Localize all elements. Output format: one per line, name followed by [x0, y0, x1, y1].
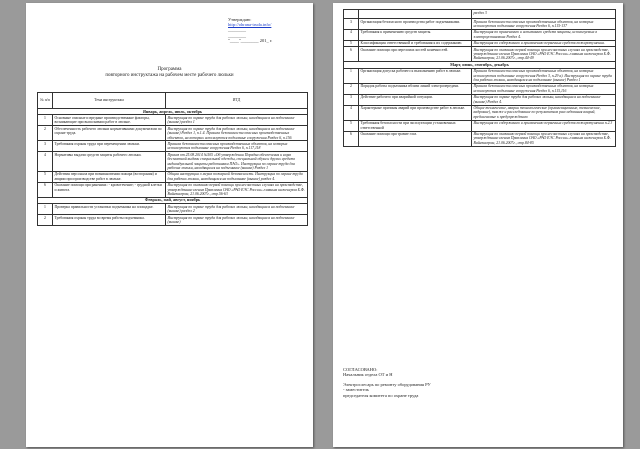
table-row	[344, 47, 616, 62]
cell-num: 2	[38, 126, 53, 141]
cell-topic: Требования к применению средств защиты.	[359, 29, 472, 40]
cell-itd: Инструкция по содержанию и применению первичных средств пожаротушения п.2.3	[472, 120, 616, 131]
title-line-1: Программа	[157, 67, 182, 72]
cell-itd: Инструкция по охране труда для рабочих люльки, находящихся на подъемнике (вышке) Раздел 1, п.1.4. Правила безопасности опасных производственных объектов, на которых используются подъемные сооружения Раздел 6, п.156	[166, 126, 308, 141]
cell-num: 3	[38, 141, 53, 152]
cell-itd: Инструкция по охране труда для рабочих люльки, находящихся на подъемнике (вышке) раздел 2	[166, 204, 308, 215]
table-row	[344, 83, 616, 94]
table-row	[38, 152, 308, 172]
cell-itd: Правила безопасности опасных производственных объектов, на которых используются подъемные сооружения Раздел 6, п.115,116	[472, 83, 616, 94]
signoff-chief: Начальник отдела ОТ и Н	[343, 372, 393, 378]
cell-topic: Оказание помощи при переломах костей конечностей.	[359, 47, 472, 62]
cell-itd: Инструкция по применению и испытанию средств защиты, используемых в электроустановках Раздел 4.	[472, 29, 616, 40]
table-row	[38, 171, 308, 182]
cell-num: 6	[38, 182, 53, 197]
cell-num: 4	[344, 29, 359, 40]
cell-topic: Порядок работы подъемника вблизи линий электропередачи.	[359, 83, 472, 94]
table-row	[344, 10, 616, 19]
cell-num: 1	[344, 68, 359, 83]
table-header-row	[38, 93, 308, 109]
table-row	[344, 19, 616, 30]
table-row	[344, 68, 616, 83]
table-row	[344, 94, 616, 105]
cell-num	[344, 10, 359, 19]
document-title	[26, 67, 313, 79]
cell-topic: Проверка правильности установки подъемника на площадке.	[53, 204, 166, 215]
table-row	[38, 126, 308, 141]
table-row	[38, 141, 308, 152]
cell-topic: Основные опасные и вредные производственные факторы, возникающие при выполнении работ в люльке.	[53, 115, 166, 126]
program-table-right	[343, 9, 616, 147]
cell-num: 2	[344, 83, 359, 94]
cell-topic: Действия персонала при возникновении пожара (возгорания) и аварии при производстве работ в люльке.	[53, 171, 166, 182]
cell-itd: Приказ от 25.08.2014 №505 «Об утверждении Порядка обеспечения и норм бесплатной выдачи специальной одежды, специальной обуви и других средств индивидуальной защиты работникам ПАО». Инструкция по охране труда для рабочих люльки, находящихся на подъемнике (вышке) Раздел 1	[166, 152, 308, 172]
cell-itd: Правила безопасности опасных производственных объектов, на которых используются подъемные сооружения Раздел 6, п.117,118	[166, 141, 308, 152]
table-row	[38, 115, 308, 126]
cell-itd: Инструкция по охране труда для рабочих люльки, находящихся на подъемнике (вышке)	[166, 215, 308, 226]
cell-topic	[359, 10, 472, 19]
cell-itd: Правила безопасности опасных производственных объектов, на которых используются подъемные сооружения Раздел 6, п.115-137	[472, 19, 616, 30]
table-row	[344, 131, 616, 146]
cell-itd: Инструкция по оказанию первой помощи при несчастных случаях на производстве, утвержденная членом Правления ОАО «РАО ЕЭС России» главным инженером Б.Ф. Вайнзихером, 21.06.2007г., стр.56-63	[166, 182, 308, 197]
cell-itd: Инструкция по охране труда для рабочих люльки, находящихся на подъемнике (вышке) Раздел 4.	[472, 94, 616, 105]
signoff-agreed: СОГЛАСОВАНО:	[343, 367, 378, 372]
cell-topic: Нормативы выдачи средств защиты рабочего люльки.	[53, 152, 166, 172]
cell-topic: Обеспеченность рабочего люльки нормативными документами по охране труда.	[53, 126, 166, 141]
cell-itd: Инструкция по оказанию первой помощи при несчастных случаях на производстве, утвержденная членом Правления ОАО «РАО ЕЭС России» главным инженером Б.Ф. Вайнзихером, 21.06.2007г., стр.84-85	[472, 131, 616, 146]
cell-itd: Инструкция по охране труда для рабочих люльки, находящихся на подъемнике (вышке) раздел 1	[166, 115, 308, 126]
cell-num: 6	[344, 47, 359, 62]
cell-num: 5	[344, 40, 359, 46]
cell-itd: Правила безопасности опасных производственных объектов, на которых используются подъемные сооружения Раздел 3, п.29 а). Инструкция по охране труда для рабочих люльки, находящихся на подъемнике (вышке) Раздел 1	[472, 68, 616, 83]
cell-num: 4	[38, 152, 53, 172]
approve-date: "____"________ 201_ г.	[228, 37, 273, 43]
cell-itd: раздел 3	[472, 10, 616, 19]
cell-topic: Требования охраны труда при перемещении люльки.	[53, 141, 166, 152]
cell-itd: Общая инструкция о мерах пожарной безопасности. Инструкция по охране труда для рабочих люльки, находящихся на подъемнике (вышке) раздел 4.	[166, 171, 308, 182]
cell-topic: Требования охраны труда во время работы подъемника.	[53, 215, 166, 226]
signoff-deputy: - заместитель	[343, 387, 369, 393]
header-topic: Тема инструктажа	[53, 93, 166, 109]
cell-topic: Оказание помощи при травме глаз.	[359, 131, 472, 146]
cell-num: 4	[344, 105, 359, 120]
cell-topic: Организация безопасного производства работ подъемниками.	[359, 19, 472, 30]
table-row	[344, 105, 616, 120]
cell-num: 1	[38, 115, 53, 126]
cell-topic: Организация допуска рабочего к выполнению работ в люльке.	[359, 68, 472, 83]
approve-line-1: ________	[228, 27, 246, 33]
document-page-right	[333, 3, 623, 447]
approve-line-2: ________	[228, 32, 246, 38]
approval-block	[228, 17, 308, 43]
document-page-left	[26, 3, 313, 447]
header-itd: ИТД	[166, 93, 308, 109]
table-row	[344, 29, 616, 40]
cell-itd: Инструкция по содержанию и применению первичных средств пожаротушения.	[472, 40, 616, 46]
cell-topic: Характерные причины аварий при производстве работ в люльке.	[359, 105, 472, 120]
table-row	[344, 120, 616, 131]
table-row	[38, 215, 308, 226]
header-num: № п/п	[38, 93, 53, 109]
cell-num: 6	[344, 131, 359, 146]
program-table-left	[37, 92, 308, 226]
table-row	[38, 204, 308, 215]
cell-num: 3	[344, 94, 359, 105]
cell-topic: Оказание помощи при ранениях: - кровотечение; - грудной клетки и живота.	[53, 182, 166, 197]
cell-num: 2	[38, 215, 53, 226]
cell-num: 5	[38, 171, 53, 182]
cell-num: 5	[344, 120, 359, 131]
cell-itd: Общие технические, аварии технологические (организационные, технические, кадровые), также и расследование по результатам расследования аварий, предлагаемые к предупреждению	[472, 105, 616, 120]
cell-itd: Инструкция по оказанию первой помощи при несчастных случаях на производстве, утвержденная членом Правления ОАО «РАО ЕЭС России» главным инженером Б.Ф. Вайнзихером, 21.06.2007г., стр.44-49	[472, 47, 616, 62]
section-title: Февраль, май, август, ноябрь	[38, 197, 308, 203]
cell-topic: Классификация ответственной и требования к их содержанию.	[359, 40, 472, 46]
cell-num: 1	[38, 204, 53, 215]
section-title: Март, июнь, сентябрь, декабрь	[344, 62, 616, 68]
section-title: Январь, апрель, июль, октябрь	[38, 109, 308, 115]
signoff-chair: председателя комитета по охране труда	[343, 392, 419, 398]
table-row	[38, 182, 308, 197]
signoff-role: Электрослесарь по ремонту оборудования РУ	[343, 381, 431, 387]
signoff-block	[343, 367, 613, 398]
cell-topic: Действие рабочего при аварийной ситуации.	[359, 94, 472, 105]
cell-topic: Требования безопасности при эксплуатации установочных ответственной	[359, 120, 472, 131]
cell-num: 3	[344, 19, 359, 30]
approve-label: Утверждаю:	[228, 17, 252, 22]
source-link[interactable]: http://ohrana-truda.info/	[228, 22, 272, 28]
title-line-2: повторного инструктажа на рабочем месте рабочего люльки	[105, 72, 234, 78]
